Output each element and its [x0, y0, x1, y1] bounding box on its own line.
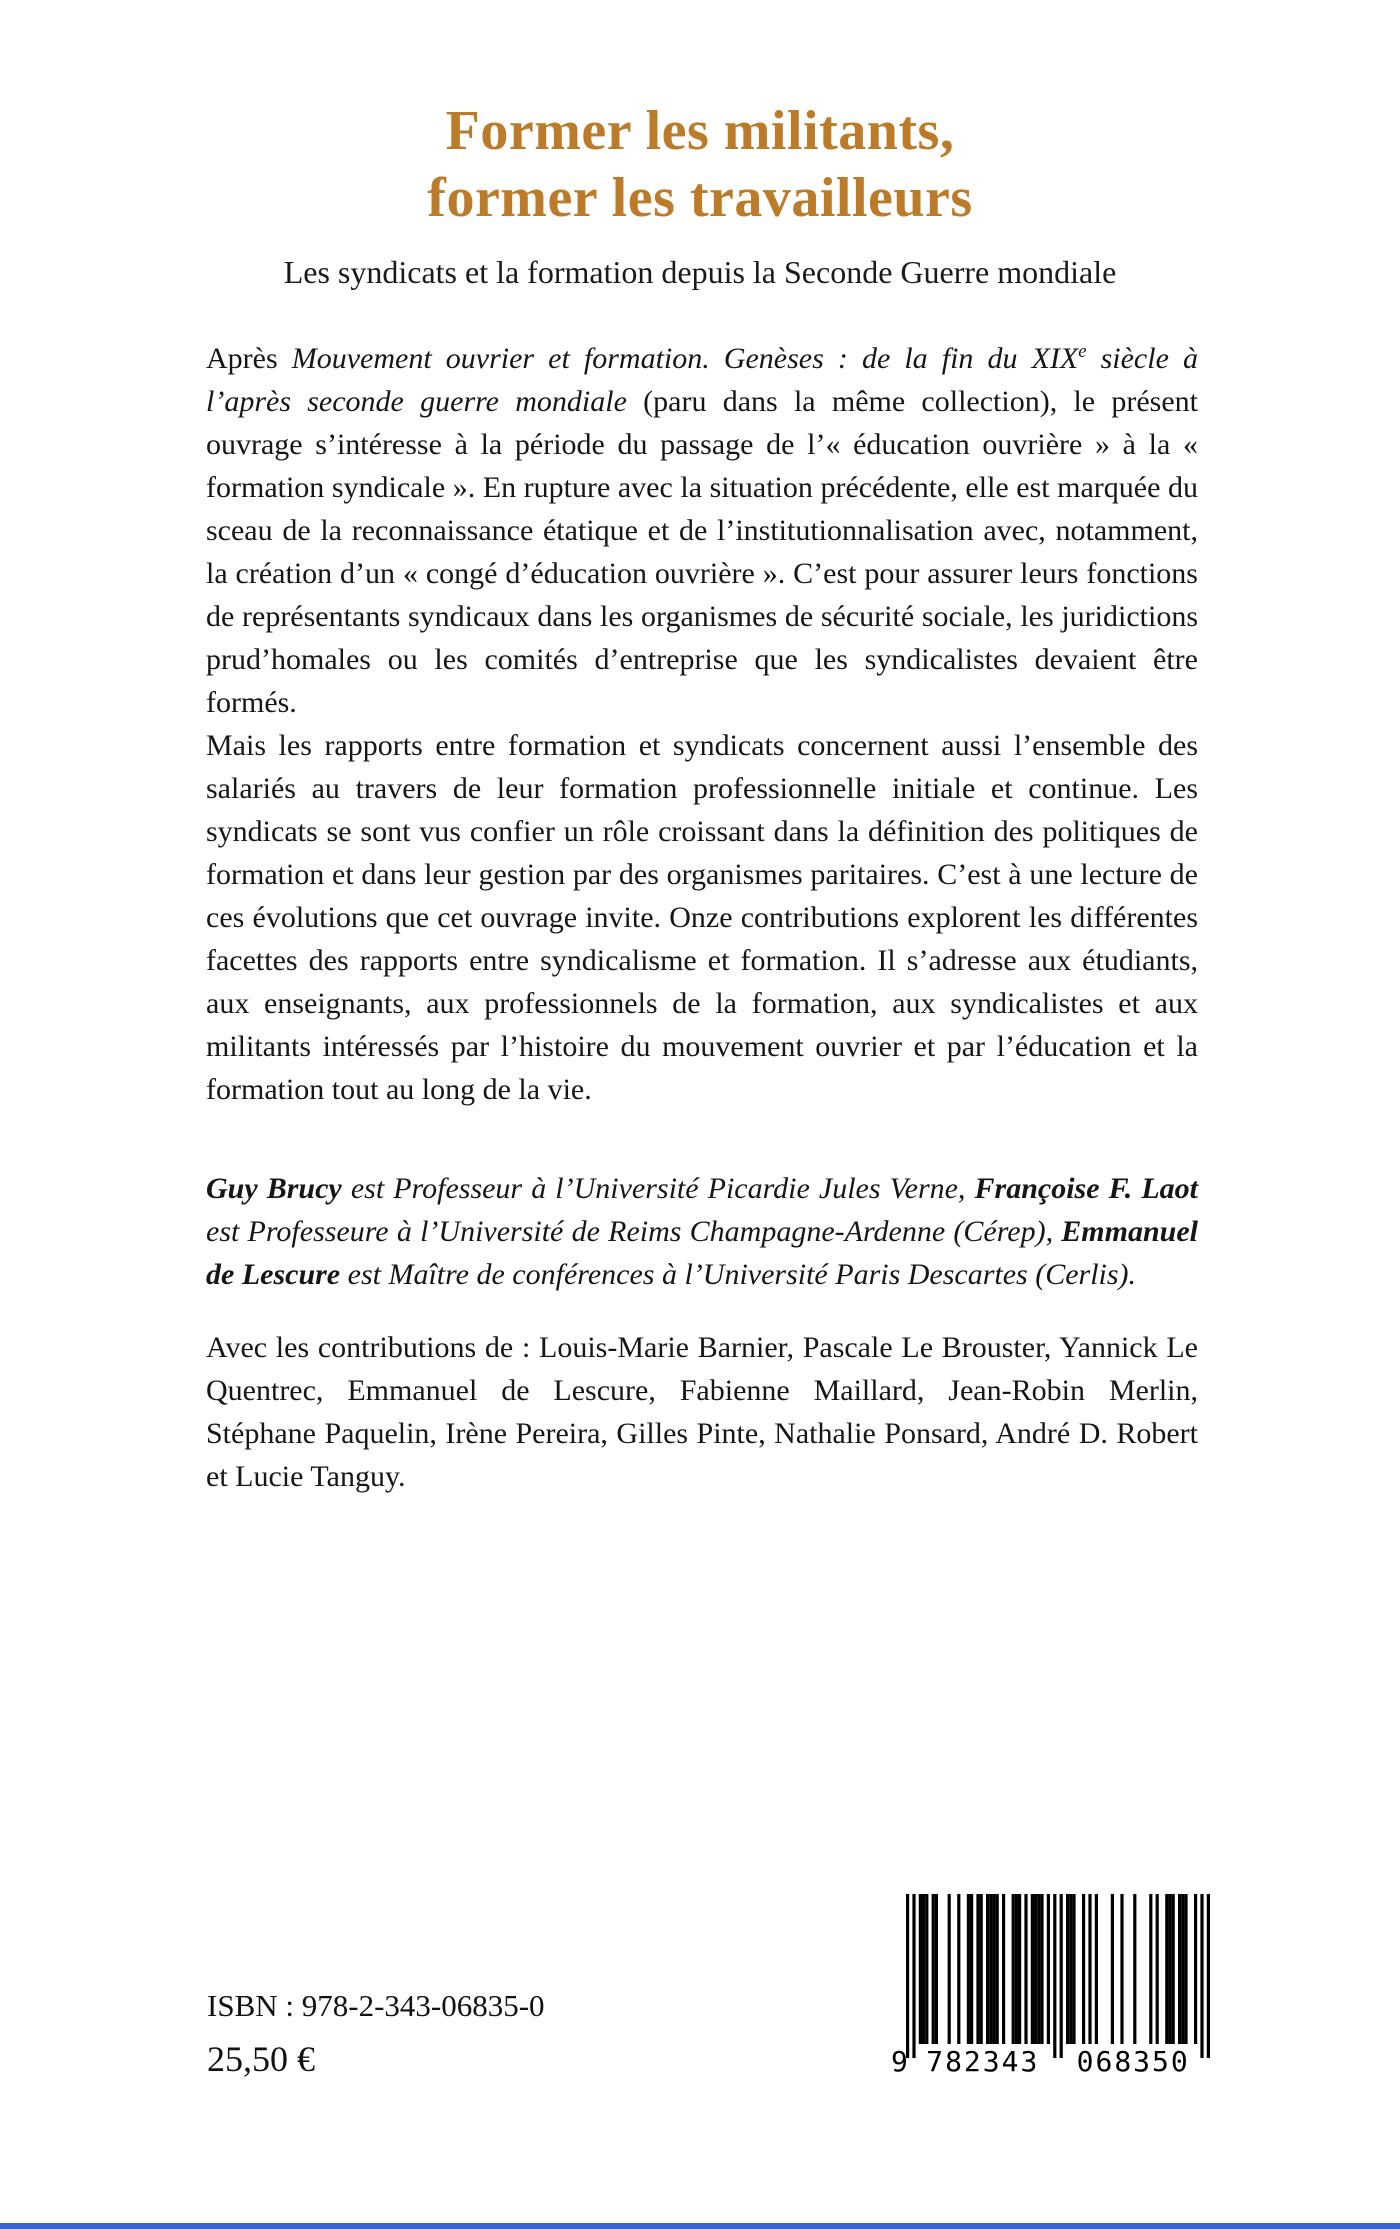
svg-text:068350: 068350 [1076, 2045, 1190, 2074]
cover-header [0, 0, 1400, 291]
book-title-line1: Former les militants, [445, 100, 955, 162]
contributors-text: Avec les contributions de : Louis-Marie Barnier, Pascale Le Brouster, Yannick Le Quentrec, Emmanuel de Lescure, Fabienne Maillard, Jean-Robin Merlin, Stéphane Paquelin, Irène Pereira, Gilles Pinte, Nathalie Ponsard, André D. Robert et Lucie Tanguy. [206, 1331, 1198, 1493]
svg-text:782343: 782343 [926, 2045, 1040, 2074]
price-text: 25,50 € [207, 2039, 315, 2079]
synopsis-paragraph-2: Mais les rapports entre formation et syndicats concernent aussi l’ensemble des salariés au travers de leur formation professionnelle initiale et continue. Les syndicats se sont vus confier un rôle croissant dans la définition des politiques de formation et dans leur gestion par des organismes paritaires. C’est à une lecture de ces évolutions que cet ouvrage invite. Onze contributions explorent les différentes facettes des rapports entre syndicalisme et formation. Il s’adresse aux étudiants, aux enseignants, aux professionnels de la formation, aux syndicalistes et aux militants intéressés par l’histoire du mouvement ouvrier et par l’éducation et la formation tout au long de la vie. [206, 729, 1198, 1106]
authors-bio-text: Guy Brucy est Professeur à l’Université Picardie Jules Verne, Françoise F. Laot est Professeure à l’Université de Reims Champagne-Ardenne (Cérep), Emmanuel de Lescure est Maître de conférences à l’Université Paris Descartes (Cerlis). [206, 1172, 1198, 1291]
book-title-line2: former les travailleurs [427, 167, 973, 229]
bottom-edge-line [0, 2223, 1400, 2229]
svg-text:9: 9 [891, 2045, 910, 2074]
synopsis-paragraph-1: Après Mouvement ouvrier et formation. Genèses : de la fin du XIXe siècle à l’après seconde guerre mondiale (paru dans la même collection), le présent ouvrage s’intéresse à la période du passage de l’« éducation ouvrière » à la « formation syndicale ». En rupture avec la situation précédente, elle est marquée du sceau de la reconnaissance étatique et de l’institutionnalisation avec, notamment, la création d’un « congé d’éducation ouvrière ». C’est pour assurer leurs fonctions de représentants syndicaux dans les organismes de sécurité sociale, les juridictions prud’homales ou les comités d’entreprise que les syndicalistes devaient être formés. [206, 341, 1198, 719]
book-subtitle: Les syndicats et la formation depuis la Seconde Guerre mondiale [283, 254, 1117, 290]
isbn-text: ISBN : 978-2-343-06835-0 [207, 1988, 545, 2023]
barcode-svg [890, 1894, 1230, 2074]
contributors-section [206, 1326, 1198, 1498]
barcode [890, 1894, 1230, 2074]
book-title [0, 98, 1400, 232]
authors-bio-section [206, 1167, 1198, 1296]
synopsis-section [206, 337, 1198, 1111]
